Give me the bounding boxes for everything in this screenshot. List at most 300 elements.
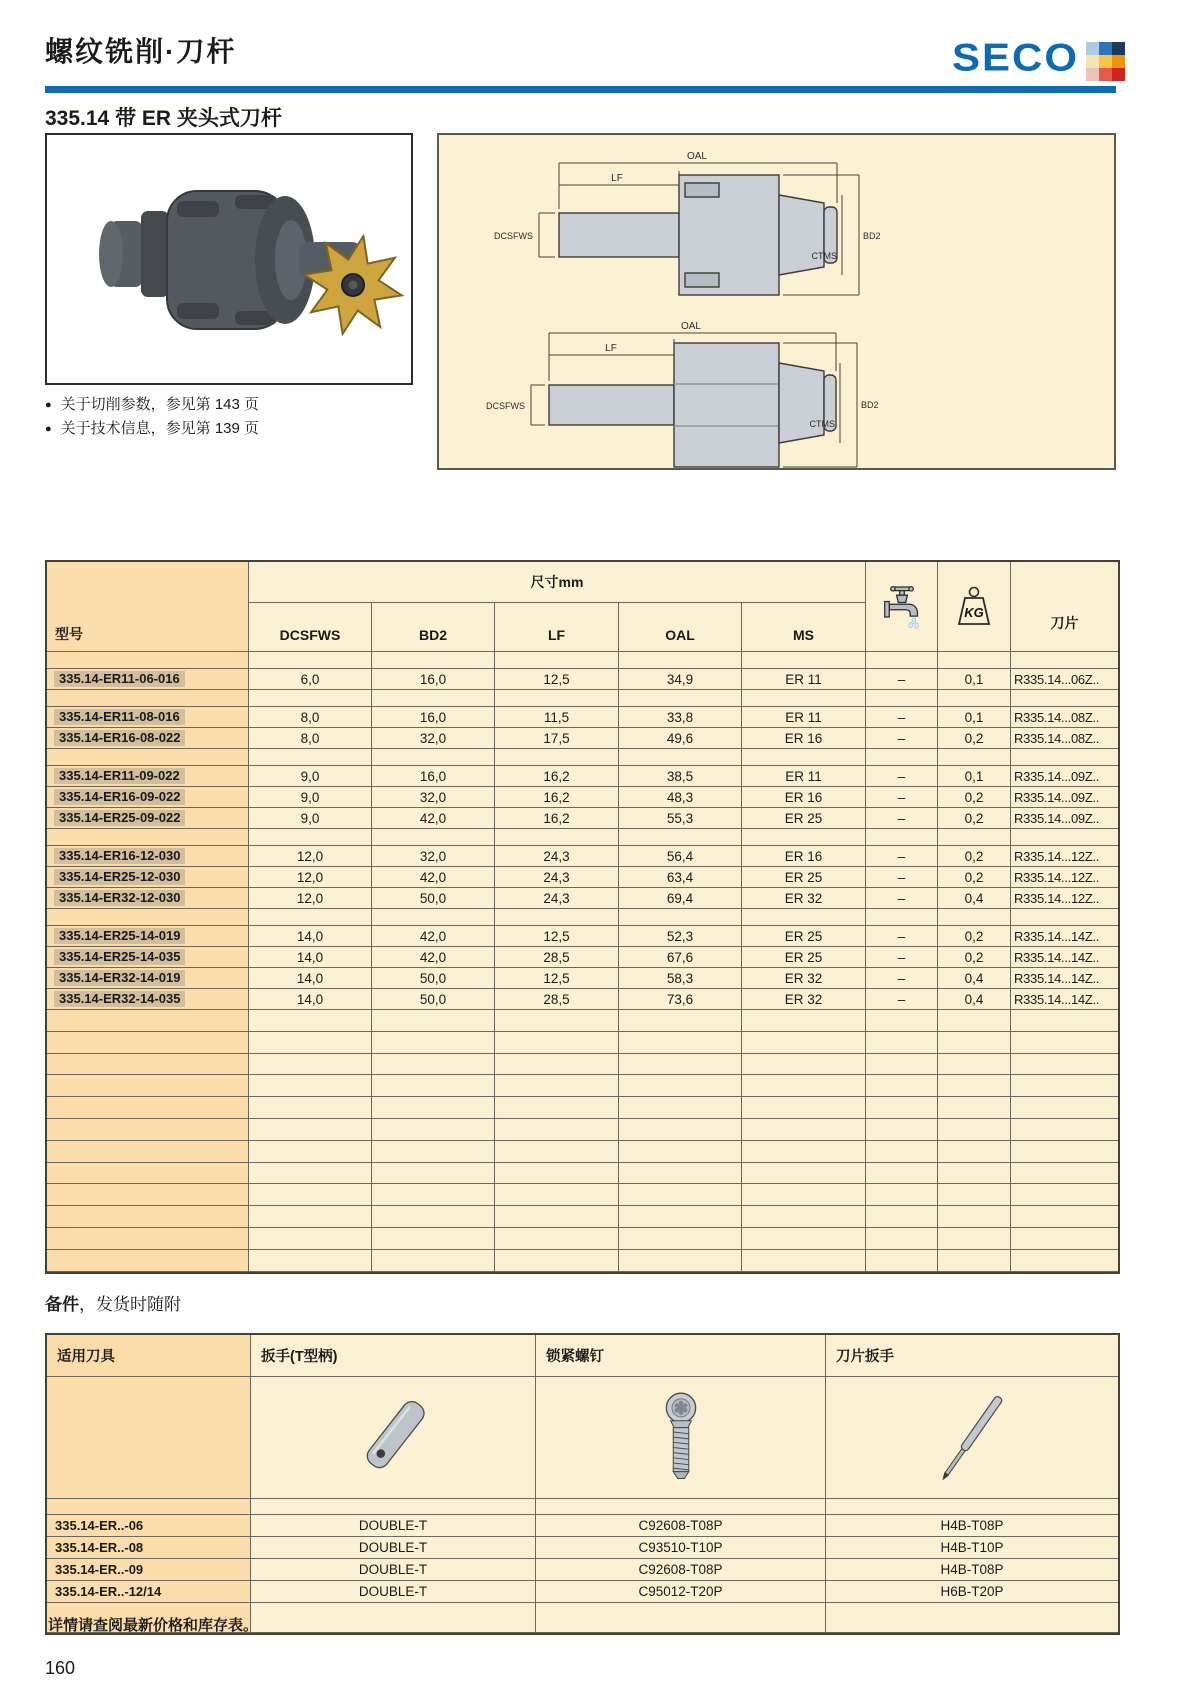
value-cell: 12,0 — [249, 888, 372, 909]
logo-color-square — [1112, 68, 1125, 81]
accessory-value-cell: H6B-T20P — [826, 1581, 1118, 1603]
value-cell: 16,0 — [372, 707, 495, 728]
value-cell: – — [866, 707, 938, 728]
value-cell — [938, 1010, 1011, 1032]
value-cell: 9,0 — [249, 808, 372, 829]
dim-label-lf: LF — [605, 343, 617, 354]
value-cell — [372, 829, 495, 846]
accessory-value-cell: H4B-T08P — [826, 1559, 1118, 1581]
model-code: 335.14-ER25-09-022 — [54, 810, 185, 826]
value-cell — [742, 1010, 866, 1032]
value-cell: 14,0 — [249, 926, 372, 947]
main-table-empty-row — [47, 1119, 1118, 1141]
value-cell: 48,3 — [619, 787, 742, 808]
value-cell: ER 11 — [742, 766, 866, 787]
note-line — [45, 393, 259, 417]
col-header-oal: OAL — [619, 603, 742, 651]
value-cell: 50,0 — [372, 888, 495, 909]
value-cell — [938, 1075, 1011, 1097]
value-cell: 16,0 — [372, 669, 495, 690]
value-cell — [619, 1054, 742, 1076]
value-cell — [866, 1250, 938, 1272]
value-cell — [742, 1184, 866, 1206]
value-cell: 0,2 — [938, 926, 1011, 947]
value-cell — [866, 1141, 938, 1163]
value-cell: – — [866, 808, 938, 829]
toolholder-photo-illustration — [47, 135, 411, 383]
value-cell: – — [866, 669, 938, 690]
value-cell — [249, 1119, 372, 1141]
value-cell — [866, 749, 938, 766]
value-cell: – — [866, 947, 938, 968]
model-cell — [47, 909, 249, 926]
value-cell — [619, 1163, 742, 1185]
dim-label-ctms: CTMS — [809, 419, 835, 429]
logo-color-square — [1099, 55, 1112, 68]
value-cell — [249, 1184, 372, 1206]
main-table-row — [47, 728, 1118, 749]
accessories-heading-rest: ，发货时随附 — [79, 1295, 181, 1314]
note-text: 关于技术信息，参见第 139 页 — [60, 420, 260, 437]
empty-cell — [826, 1499, 1118, 1515]
value-cell — [1011, 829, 1118, 846]
bullet-icon: ● — [45, 423, 52, 435]
main-table-row — [47, 867, 1118, 888]
main-table-empty-row — [47, 1075, 1118, 1097]
value-cell: 0,4 — [938, 888, 1011, 909]
value-cell: – — [866, 926, 938, 947]
water-tap-icon — [882, 583, 922, 631]
col-header-lf: LF — [495, 603, 619, 651]
model-code: 335.14-ER16-08-022 — [54, 730, 185, 746]
value-cell: 28,5 — [495, 989, 619, 1010]
accessory-value-cell: DOUBLE-T — [251, 1515, 536, 1537]
main-table-row — [47, 926, 1118, 947]
value-cell — [742, 1163, 866, 1185]
value-cell — [495, 1206, 619, 1228]
main-table-row — [47, 888, 1118, 909]
model-cell — [47, 707, 249, 728]
model-cell — [47, 947, 249, 968]
value-cell — [866, 1054, 938, 1076]
value-cell: 0,4 — [938, 968, 1011, 989]
value-cell — [495, 1054, 619, 1076]
value-cell — [495, 1250, 619, 1272]
value-cell — [372, 1184, 495, 1206]
insert-key-image — [826, 1377, 1118, 1499]
value-cell — [249, 829, 372, 846]
value-cell — [742, 1250, 866, 1272]
value-cell: 0,1 — [938, 707, 1011, 728]
accessory-value-cell: C92608-T08P — [536, 1559, 826, 1581]
value-cell — [742, 1032, 866, 1054]
value-cell: 16,2 — [495, 787, 619, 808]
value-cell — [938, 749, 1011, 766]
value-cell — [742, 690, 866, 707]
value-cell: 33,8 — [619, 707, 742, 728]
value-cell: 0,2 — [938, 787, 1011, 808]
note-line — [45, 417, 259, 441]
dimension-drawing — [437, 133, 1116, 470]
value-cell — [249, 1141, 372, 1163]
value-cell: 32,0 — [372, 787, 495, 808]
size-mm-label: 尺寸mm — [249, 562, 865, 603]
value-cell — [495, 749, 619, 766]
value-cell: 16,2 — [495, 766, 619, 787]
value-cell — [866, 1010, 938, 1032]
value-cell — [495, 1010, 619, 1032]
value-cell — [1011, 1054, 1118, 1076]
value-cell — [866, 909, 938, 926]
model-cell — [47, 989, 249, 1010]
value-cell: 14,0 — [249, 947, 372, 968]
value-cell: R335.14...06Z.. — [1011, 669, 1118, 690]
value-cell — [619, 1010, 742, 1032]
value-cell — [495, 1032, 619, 1054]
value-cell: 38,5 — [619, 766, 742, 787]
value-cell — [495, 1097, 619, 1119]
accessory-value-cell: H4B-T10P — [826, 1537, 1118, 1559]
value-cell — [495, 1119, 619, 1141]
main-table-row — [47, 669, 1118, 690]
logo-color-square — [1086, 68, 1099, 81]
model-cell — [47, 1163, 249, 1185]
col-header-tools: 适用刀具 — [47, 1335, 251, 1377]
dim-label-lf: LF — [611, 173, 623, 184]
accessory-value-cell: C93510-T10P — [536, 1537, 826, 1559]
accessory-model-cell: 335.14-ER..-08 — [47, 1537, 251, 1559]
value-cell — [372, 1054, 495, 1076]
main-table-empty-row — [47, 1184, 1118, 1206]
logo-color-square — [1099, 42, 1112, 55]
value-cell — [742, 1206, 866, 1228]
model-column-header — [47, 562, 249, 652]
value-cell — [249, 690, 372, 707]
value-cell: 0,2 — [938, 728, 1011, 749]
value-cell: 9,0 — [249, 766, 372, 787]
value-cell — [1011, 1184, 1118, 1206]
value-cell: 42,0 — [372, 926, 495, 947]
value-cell — [249, 1010, 372, 1032]
value-cell — [495, 1075, 619, 1097]
value-cell — [372, 1228, 495, 1250]
value-cell: 6,0 — [249, 669, 372, 690]
value-cell: – — [866, 846, 938, 867]
value-cell — [866, 829, 938, 846]
value-cell: 0,2 — [938, 808, 1011, 829]
main-table-row — [47, 766, 1118, 787]
model-cell — [47, 1184, 249, 1206]
value-cell: 67,6 — [619, 947, 742, 968]
empty-cell — [826, 1603, 1118, 1633]
value-cell — [249, 1228, 372, 1250]
value-cell — [1011, 652, 1118, 669]
col-header-dcsfws: DCSFWS — [249, 603, 372, 651]
value-cell: R335.14...09Z.. — [1011, 766, 1118, 787]
coolant-column-header — [866, 562, 938, 652]
value-cell: R335.14...14Z.. — [1011, 968, 1118, 989]
value-cell — [619, 1250, 742, 1272]
value-cell — [1011, 1141, 1118, 1163]
value-cell — [619, 1032, 742, 1054]
value-cell: R335.14...09Z.. — [1011, 787, 1118, 808]
accessories-row — [47, 1515, 1118, 1537]
value-cell — [372, 1119, 495, 1141]
value-cell — [1011, 1075, 1118, 1097]
main-table-row — [47, 989, 1118, 1010]
value-cell — [938, 690, 1011, 707]
main-table-row — [47, 846, 1118, 867]
main-table-empty-row — [47, 1097, 1118, 1119]
model-cell — [47, 1054, 249, 1076]
model-cell — [47, 669, 249, 690]
logo-color-square — [1099, 68, 1112, 81]
value-cell — [938, 1032, 1011, 1054]
dim-label-oal: OAL — [686, 151, 708, 162]
main-table-row — [47, 787, 1118, 808]
value-cell — [495, 1163, 619, 1185]
value-cell — [372, 1097, 495, 1119]
accessory-value-cell: DOUBLE-T — [251, 1537, 536, 1559]
value-cell: – — [866, 766, 938, 787]
main-table-row — [47, 947, 1118, 968]
value-cell: 73,6 — [619, 989, 742, 1010]
accessory-value-cell: C95012-T20P — [536, 1581, 826, 1603]
value-cell: 12,0 — [249, 867, 372, 888]
model-cell — [47, 846, 249, 867]
value-cell — [372, 690, 495, 707]
value-cell: 16,2 — [495, 808, 619, 829]
value-cell — [866, 1119, 938, 1141]
product-photo — [45, 133, 413, 385]
dimension-columns — [249, 603, 865, 651]
value-cell: – — [866, 888, 938, 909]
value-cell — [249, 1163, 372, 1185]
value-cell: R335.14...14Z.. — [1011, 947, 1118, 968]
value-cell — [742, 1097, 866, 1119]
model-cell — [47, 652, 249, 669]
value-cell — [619, 1141, 742, 1163]
value-cell — [249, 1054, 372, 1076]
value-cell: 58,3 — [619, 968, 742, 989]
empty-cell — [47, 1499, 251, 1515]
col-header-bd2: BD2 — [372, 603, 495, 651]
weight-kg-icon — [954, 586, 994, 628]
value-cell — [938, 652, 1011, 669]
value-cell — [249, 1075, 372, 1097]
dim-label-dcsfws: DCSFWS — [494, 231, 533, 241]
logo-color-square — [1086, 55, 1099, 68]
value-cell: ER 25 — [742, 867, 866, 888]
value-cell: 0,1 — [938, 766, 1011, 787]
note-text: 关于切削参数，参见第 143 页 — [60, 396, 260, 413]
value-cell — [619, 690, 742, 707]
accessory-value-cell: H4B-T08P — [826, 1515, 1118, 1537]
page-number: 160 — [45, 1658, 76, 1678]
value-cell: 17,5 — [495, 728, 619, 749]
model-code: 335.14-ER25-12-030 — [54, 869, 185, 885]
col-header-ms: MS — [793, 627, 814, 643]
value-cell — [372, 749, 495, 766]
value-cell — [619, 1097, 742, 1119]
value-cell — [495, 652, 619, 669]
value-cell: R335.14...08Z.. — [1011, 707, 1118, 728]
t-wrench-icon — [338, 1382, 448, 1494]
value-cell: ER 11 — [742, 707, 866, 728]
main-table-empty-row — [47, 749, 1118, 766]
value-cell: R335.14...14Z.. — [1011, 989, 1118, 1010]
model-cell — [47, 1010, 249, 1032]
value-cell: – — [866, 787, 938, 808]
main-table-header — [47, 562, 1118, 652]
value-cell: 0,4 — [938, 989, 1011, 1010]
value-cell — [866, 1206, 938, 1228]
value-cell — [938, 909, 1011, 926]
t-wrench-image — [251, 1377, 536, 1499]
value-cell — [938, 1206, 1011, 1228]
value-cell — [1011, 1163, 1118, 1185]
value-cell: 0,2 — [938, 846, 1011, 867]
value-cell — [495, 829, 619, 846]
value-cell: 32,0 — [372, 728, 495, 749]
value-cell — [619, 652, 742, 669]
value-cell: 8,0 — [249, 707, 372, 728]
value-cell — [619, 829, 742, 846]
value-cell — [372, 1250, 495, 1272]
model-cell — [47, 749, 249, 766]
value-cell — [742, 1075, 866, 1097]
dimension-drawing-svg — [439, 135, 1114, 468]
value-cell: ER 32 — [742, 989, 866, 1010]
weight-column-header — [938, 562, 1011, 652]
seco-logo-text: SECO — [952, 35, 1080, 79]
empty-cell — [47, 1377, 251, 1499]
model-column-label: 型号 — [55, 626, 83, 642]
main-table-rows — [47, 652, 1118, 1272]
value-cell — [619, 909, 742, 926]
value-cell: 63,4 — [619, 867, 742, 888]
value-cell — [742, 909, 866, 926]
value-cell — [866, 1184, 938, 1206]
value-cell — [938, 1097, 1011, 1119]
model-cell — [47, 1141, 249, 1163]
model-cell — [47, 787, 249, 808]
main-table-empty-row — [47, 1032, 1118, 1054]
value-cell: R335.14...08Z.. — [1011, 728, 1118, 749]
value-cell: – — [866, 989, 938, 1010]
value-cell — [742, 652, 866, 669]
value-cell — [938, 1250, 1011, 1272]
value-cell — [372, 909, 495, 926]
notes — [45, 393, 259, 441]
value-cell: R335.14...09Z.. — [1011, 808, 1118, 829]
main-table-empty-row — [47, 652, 1118, 669]
value-cell: 24,3 — [495, 888, 619, 909]
logo-color-square — [1086, 42, 1099, 55]
accessories-row — [47, 1581, 1118, 1603]
main-table-empty-row — [47, 829, 1118, 846]
model-cell — [47, 690, 249, 707]
logo-color-square — [1112, 42, 1125, 55]
value-cell — [742, 749, 866, 766]
value-cell — [619, 1228, 742, 1250]
value-cell: 69,4 — [619, 888, 742, 909]
accessories-row — [47, 1559, 1118, 1581]
value-cell — [938, 1184, 1011, 1206]
accessories-row — [47, 1537, 1118, 1559]
lock-screw-image — [536, 1377, 826, 1499]
value-cell: 42,0 — [372, 947, 495, 968]
accessory-model-cell: 335.14-ER..-09 — [47, 1559, 251, 1581]
insert-column-header: 刀片 — [1011, 562, 1118, 652]
value-cell — [1011, 749, 1118, 766]
value-cell — [372, 652, 495, 669]
value-cell: R335.14...14Z.. — [1011, 926, 1118, 947]
value-cell — [1011, 1032, 1118, 1054]
value-cell — [742, 1141, 866, 1163]
accessories-header-row — [47, 1335, 1118, 1377]
value-cell — [249, 1032, 372, 1054]
value-cell — [866, 1097, 938, 1119]
value-cell: 0,2 — [938, 947, 1011, 968]
dim-label-ctms: CTMS — [811, 251, 837, 261]
value-cell — [372, 1163, 495, 1185]
value-cell — [866, 652, 938, 669]
kg-label: KG — [964, 604, 984, 620]
value-cell: 14,0 — [249, 968, 372, 989]
value-cell: 42,0 — [372, 867, 495, 888]
seco-logo — [952, 35, 1125, 81]
model-code: 335.14-ER25-14-035 — [54, 949, 185, 965]
accessories-table — [45, 1333, 1120, 1635]
value-cell: R335.14...12Z.. — [1011, 888, 1118, 909]
main-table-empty-row — [47, 1054, 1118, 1076]
value-cell: R335.14...12Z.. — [1011, 846, 1118, 867]
main-table-empty-row — [47, 1228, 1118, 1250]
model-cell — [47, 1206, 249, 1228]
value-cell — [866, 1075, 938, 1097]
value-cell — [495, 1184, 619, 1206]
value-cell: 16,0 — [372, 766, 495, 787]
value-cell: – — [866, 968, 938, 989]
value-cell — [372, 1141, 495, 1163]
value-cell: ER 25 — [742, 947, 866, 968]
model-code: 335.14-ER16-09-022 — [54, 789, 185, 805]
model-cell — [47, 1032, 249, 1054]
value-cell: ER 16 — [742, 787, 866, 808]
value-cell: ER 16 — [742, 728, 866, 749]
accessories-heading-bold: 备件 — [45, 1295, 79, 1314]
accessories-spacer-row — [47, 1499, 1118, 1515]
value-cell — [866, 1228, 938, 1250]
model-code: 335.14-ER11-09-022 — [54, 768, 185, 784]
value-cell — [1011, 909, 1118, 926]
model-code: 335.14-ER32-14-019 — [54, 970, 185, 986]
empty-cell — [536, 1499, 826, 1515]
value-cell — [938, 1228, 1011, 1250]
value-cell — [249, 1097, 372, 1119]
empty-cell — [251, 1499, 536, 1515]
bullet-icon: ● — [45, 399, 52, 411]
model-cell — [47, 1097, 249, 1119]
value-cell: 50,0 — [372, 989, 495, 1010]
value-cell: 12,5 — [495, 968, 619, 989]
value-cell: 0,1 — [938, 669, 1011, 690]
value-cell: 9,0 — [249, 787, 372, 808]
value-cell — [742, 1054, 866, 1076]
value-cell — [495, 1141, 619, 1163]
accessory-model-cell: 335.14-ER..-06 — [47, 1515, 251, 1537]
